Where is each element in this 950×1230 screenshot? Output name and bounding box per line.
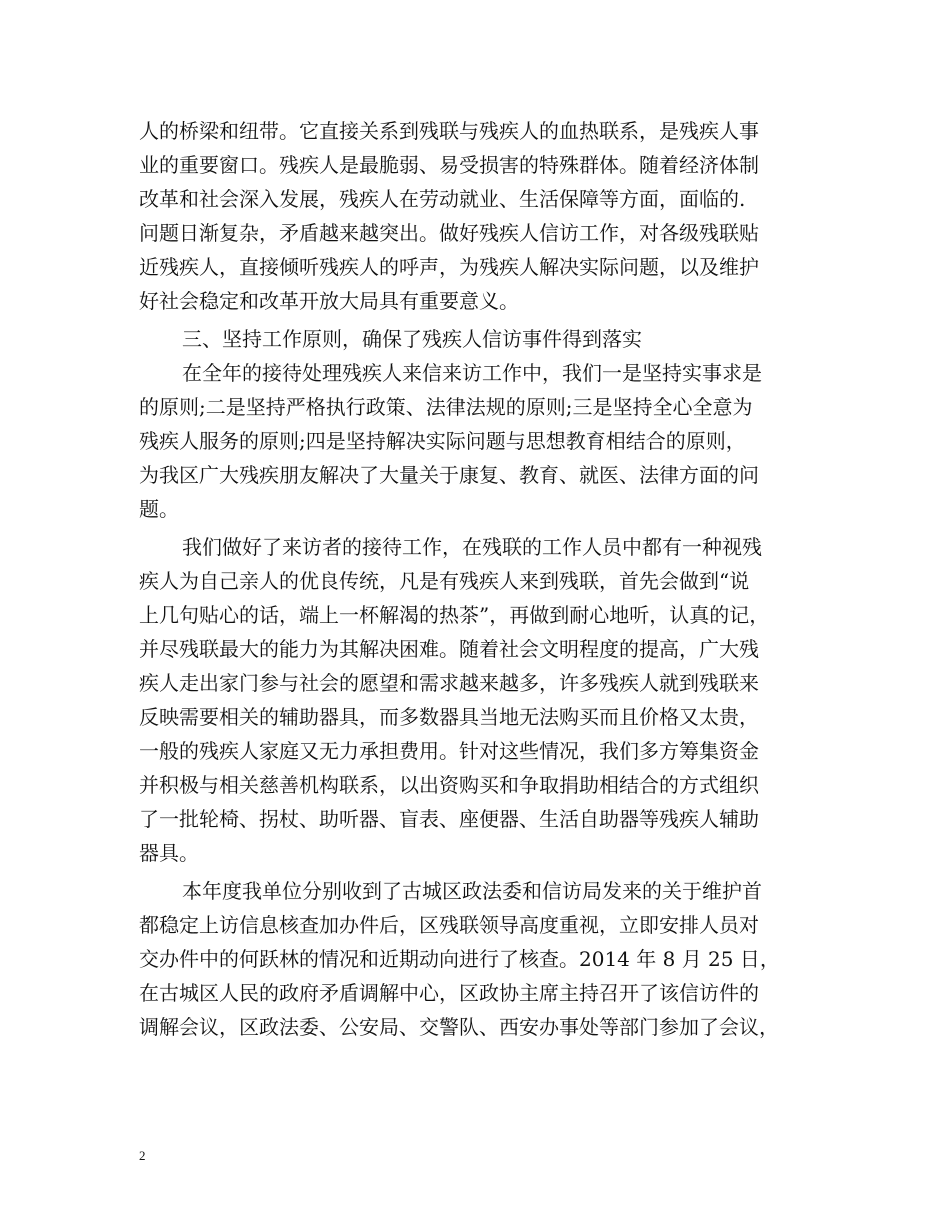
text-line: 交办件中的何跃林的情况和近期动向进行了核查。2014 年 8 月 25 日， (139, 947, 780, 971)
paragraph (139, 530, 829, 870)
text-line: 题。 (139, 497, 179, 521)
text-line: 了一批轮椅、拐杖、助听器、盲表、座便器、生活自助器等残疾人辅助 (139, 807, 759, 831)
text-line: 本年度我单位分别收到了古城区政法委和信访局发来的关于维护首 (182, 879, 762, 903)
text-line: 并积极与相关慈善机构联系，以出资购买和争取捐助相结合的方式组织 (139, 773, 759, 797)
paragraph (139, 114, 829, 318)
text-line: 近残疾人，直接倾听残疾人的呼声，为残疾人解决实际问题，以及维护 (139, 255, 759, 279)
body-text (139, 114, 829, 1044)
text-line: 一般的残疾人家庭又无力承担费用。针对这些情况，我们多方筹集资金 (139, 739, 759, 763)
text-line: 问题日渐复杂，矛盾越来越突出。做好残疾人信访工作，对各级残联贴 (139, 221, 759, 245)
text-line: 业的重要窗口。残疾人是最脆弱、易受损害的特殊群体。随着经济体制 (139, 153, 759, 177)
text-line: 疾人走出家门参与社会的愿望和需求越来越多，许多残疾人就到残联来 (139, 671, 759, 695)
text-line: 在全年的接待处理残疾人来信来访工作中，我们一是坚持实事求是 (182, 361, 762, 385)
text-line: 反映需要相关的辅助器具，而多数器具当地无法购买而且价格又太贵， (139, 705, 759, 729)
text-line: 好社会稳定和改革开放大局具有重要意义。 (139, 289, 519, 313)
section-heading-text: 三、坚持工作原则，确保了残疾人信访事件得到落实 (182, 327, 642, 351)
text-line: 调解会议，区政法委、公安局、交警队、西安办事处等部门参加了会议， (139, 1015, 779, 1039)
paragraph (139, 874, 829, 1044)
text-line: 残疾人服务的原则;四是坚持解决实际问题与思想教育相结合的原则， (139, 429, 746, 453)
text-line: 都稳定上访信息核查加办件后，区残联领导高度重视，立即安排人员对 (139, 913, 759, 937)
page-number: 2 (139, 1148, 146, 1163)
text-line: 在古城区人民的政府矛盾调解中心，区政协主席主持召开了该信访件的 (139, 981, 759, 1005)
text-line: 改革和社会深入发展，残疾人在劳动就业、生活保障等方面，面临的. (139, 187, 746, 211)
text-line: 人的桥梁和纽带。它直接关系到残联与残疾人的血热联系，是残疾人事 (139, 119, 759, 143)
section-heading (139, 322, 829, 356)
text-line: 上几句贴心的话，端上一杯解渴的热茶”，再做到耐心地听，认真的记， (139, 603, 770, 627)
text-line: 为我区广大残疾朋友解决了大量关于康复、教育、就医、法律方面的问 (139, 463, 759, 487)
text-line: 并尽残联最大的能力为其解决困难。随着社会文明程度的提高，广大残 (139, 637, 759, 661)
text-line: 疾人为自己亲人的优良传统，凡是有残疾人来到残联，首先会做到“说 (139, 569, 750, 593)
text-line: 器具。 (139, 841, 199, 865)
text-line: 的原则;二是坚持严格执行政策、法律法规的原则;三是坚持全心全意为 (139, 395, 753, 419)
paragraph (139, 356, 829, 526)
text-line: 我们做好了来访者的接待工作，在残联的工作人员中都有一种视残 (182, 535, 762, 559)
